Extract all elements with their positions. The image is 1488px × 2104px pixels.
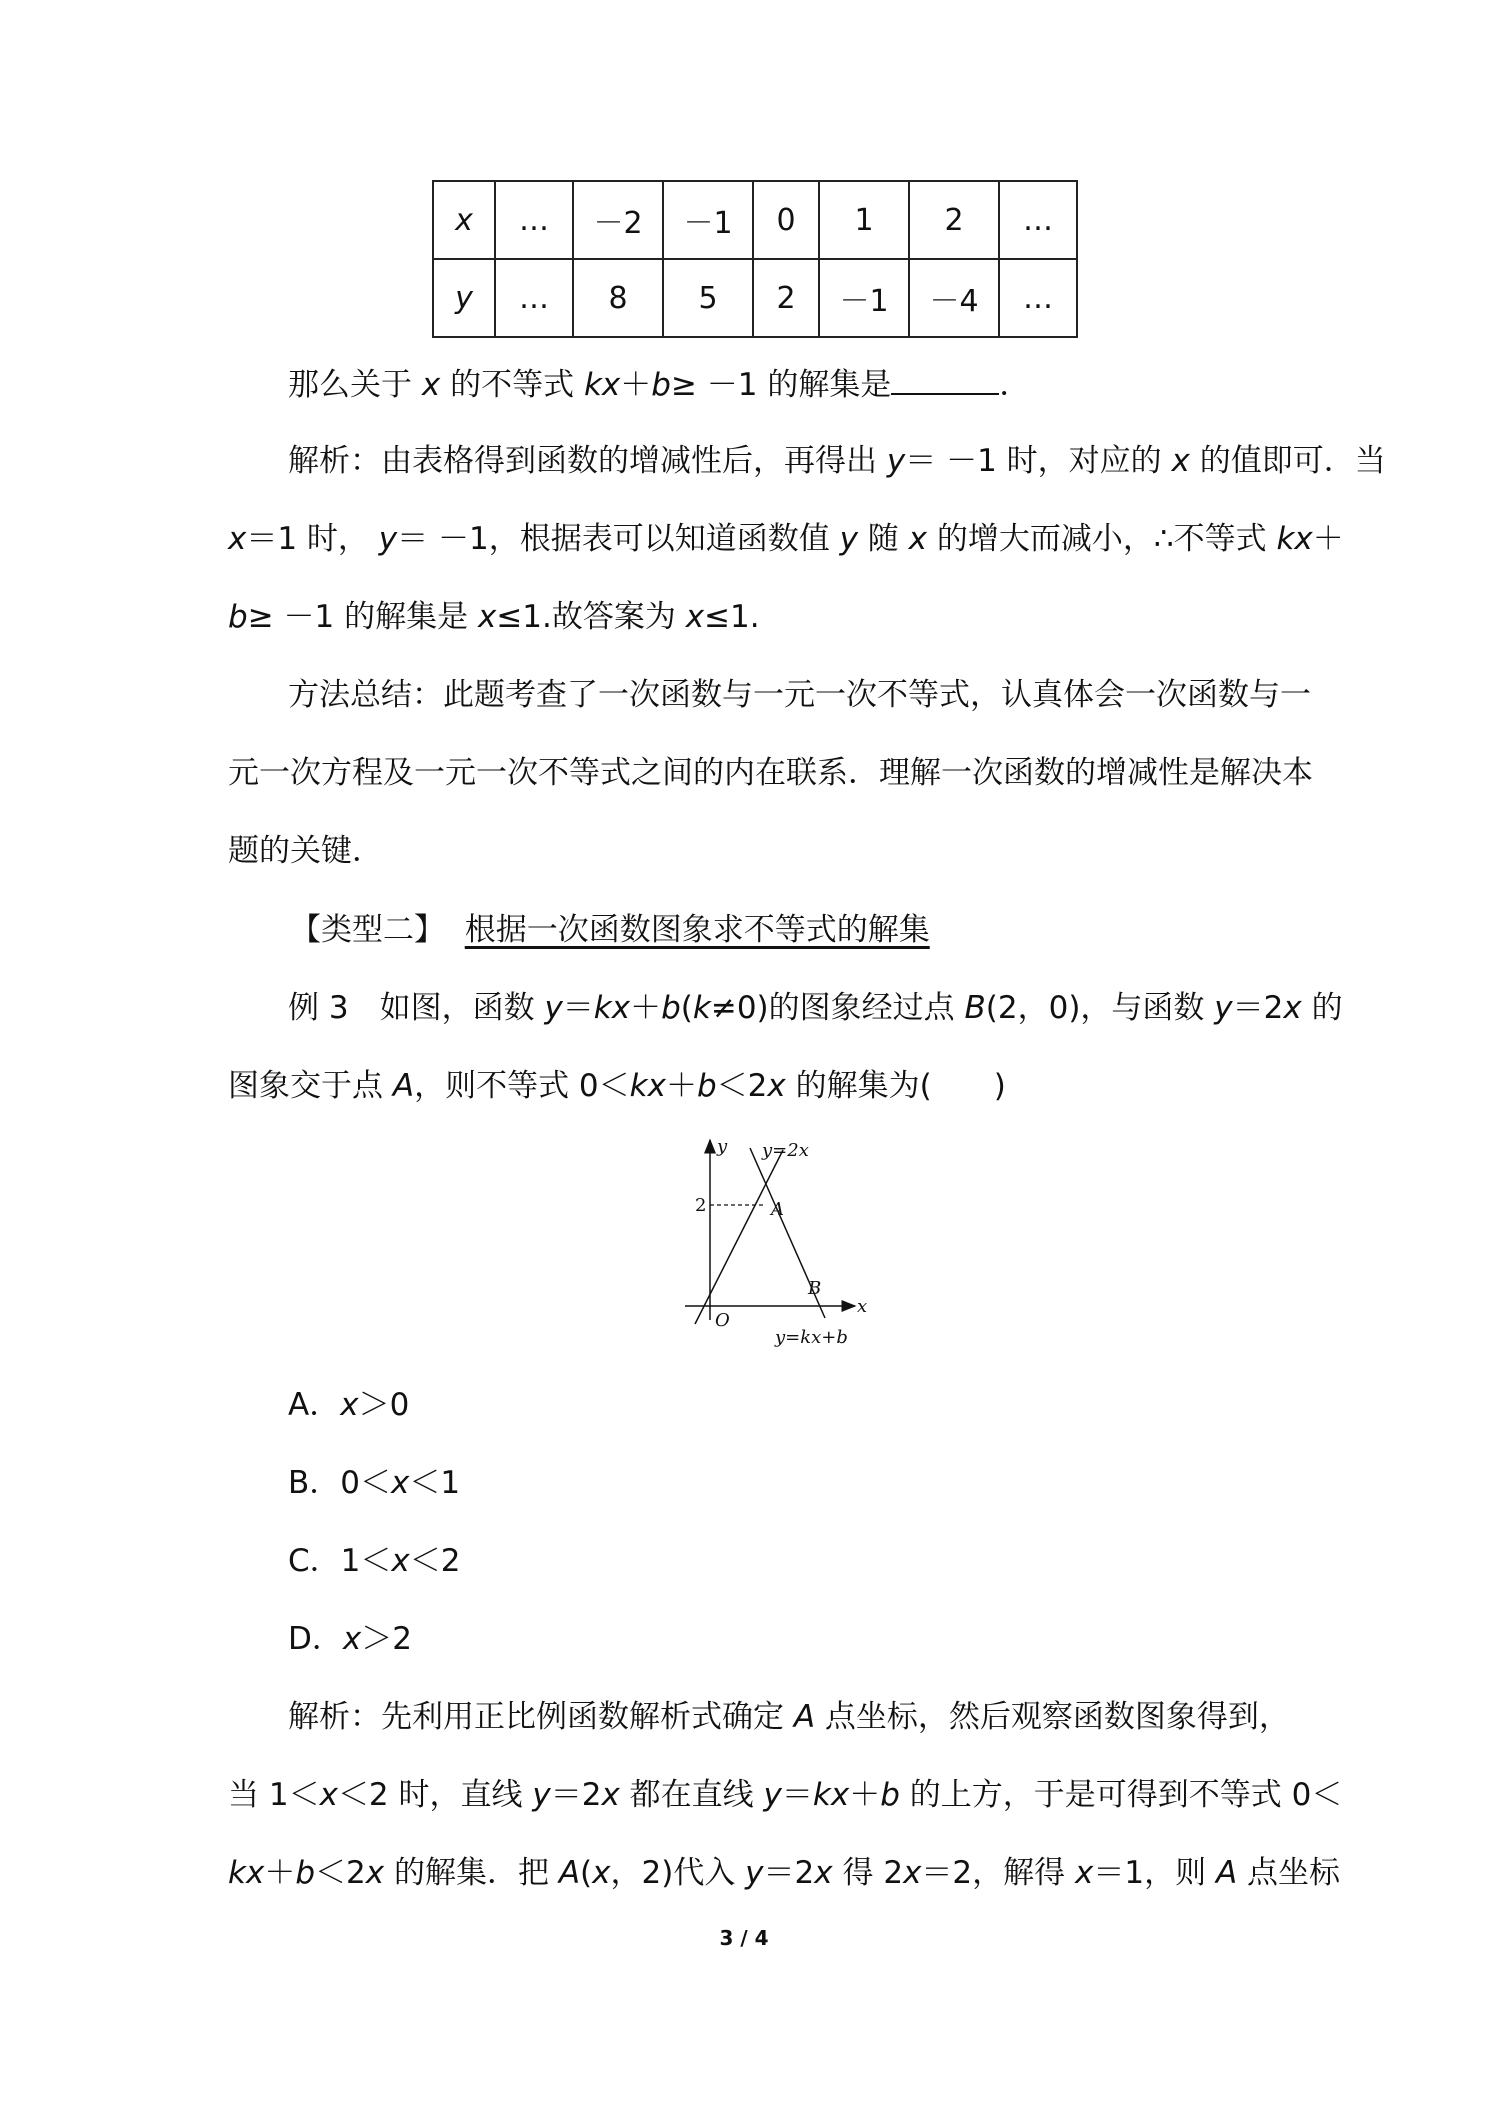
table-cell: －4 — [909, 259, 999, 337]
table-cell: … — [999, 181, 1077, 259]
point-b-label: B — [808, 1278, 822, 1299]
method-summary-line-2: 元一次方程及一元一次不等式之间的内在联系．理解一次函数的增减性是解决本 — [228, 755, 1313, 791]
solution-1-line-3: b≥ －1 的解集是 x≤1.故答案为 x≤1. — [228, 599, 760, 635]
table-cell: x — [433, 181, 495, 259]
table-cell: … — [999, 259, 1077, 337]
line-y-2x — [695, 1150, 783, 1324]
section-bracket-label: 【类型二】 — [290, 912, 445, 948]
table-row — [433, 181, 1077, 259]
solution-1-line-2: x＝1 时， y＝ －1，根据表可以知道函数值 y 随 x 的增大而减小，∴不等式 kx＋ — [228, 521, 1344, 557]
table-cell: 8 — [573, 259, 663, 337]
example-3-line-1: 例 3 如图，函数 y＝kx＋b(k≠0)的图象经过点 B(2，0)，与函数 y＝2x 的 — [288, 990, 1343, 1026]
table-cell: 0 — [753, 181, 819, 259]
option-a[interactable]: A．x＞0 — [288, 1387, 410, 1423]
option-b[interactable]: B．0＜x＜1 — [288, 1465, 461, 1501]
value-table — [432, 180, 1078, 338]
solution-1-line-1: 解析：由表格得到函数的增减性后，再得出 y＝ －1 时，对应的 x 的值即可．当 — [288, 443, 1386, 479]
x-axis-label: x — [857, 1296, 868, 1317]
tick-y-2-label: 2 — [695, 1195, 707, 1216]
option-d[interactable]: D．x＞2 — [288, 1621, 412, 1657]
table-cell: y — [433, 259, 495, 337]
table-cell: 2 — [909, 181, 999, 259]
y-axis-label: y — [717, 1136, 728, 1157]
solution-2-line-1: 解析：先利用正比例函数解析式确定 A 点坐标，然后观察函数图象得到， — [288, 1699, 1290, 1735]
point-a-label: A — [771, 1199, 784, 1220]
table-cell: －1 — [663, 181, 753, 259]
solution-2-line-3: kx＋b＜2x 的解集．把 A(x，2)代入 y＝2x 得 2x＝2，解得 x＝1，则 A 点坐标 — [228, 1855, 1341, 1891]
function-graph — [665, 1130, 875, 1350]
option-c[interactable]: C．1＜x＜2 — [288, 1543, 461, 1579]
table-cell: －2 — [573, 181, 663, 259]
table-row — [433, 259, 1077, 337]
line-1-label: y=2x — [762, 1140, 809, 1161]
table-cell: 2 — [753, 259, 819, 337]
example-3-line-2: 图象交于点 A，则不等式 0＜kx＋b＜2x 的解集为( ) — [228, 1068, 1006, 1104]
question-text: 那么关于 x 的不等式 kx＋b≥ －1 的解集是 ． — [288, 363, 1030, 405]
table-cell: －1 — [819, 259, 909, 337]
solution-2-line-2: 当 1＜x＜2 时，直线 y＝2x 都在直线 y＝kx＋b 的上方，于是可得到不等式 0＜ — [228, 1777, 1343, 1813]
line-2-label: y=kx+b — [775, 1327, 848, 1348]
method-summary-line-1: 方法总结：此题考查了一次函数与一元一次不等式，认真体会一次函数与一 — [288, 677, 1311, 713]
table-cell: 1 — [819, 181, 909, 259]
page-number: 3 / 4 — [719, 1926, 769, 1950]
table-cell: … — [495, 259, 573, 337]
table-cell: … — [495, 181, 573, 259]
table-cell: 5 — [663, 259, 753, 337]
section-heading — [290, 910, 930, 950]
method-summary-line-3: 题的关键． — [228, 833, 383, 869]
origin-label: O — [715, 1310, 730, 1331]
answer-blank — [891, 363, 999, 395]
section-title: 根据一次函数图象求不等式的解集 — [464, 912, 930, 948]
